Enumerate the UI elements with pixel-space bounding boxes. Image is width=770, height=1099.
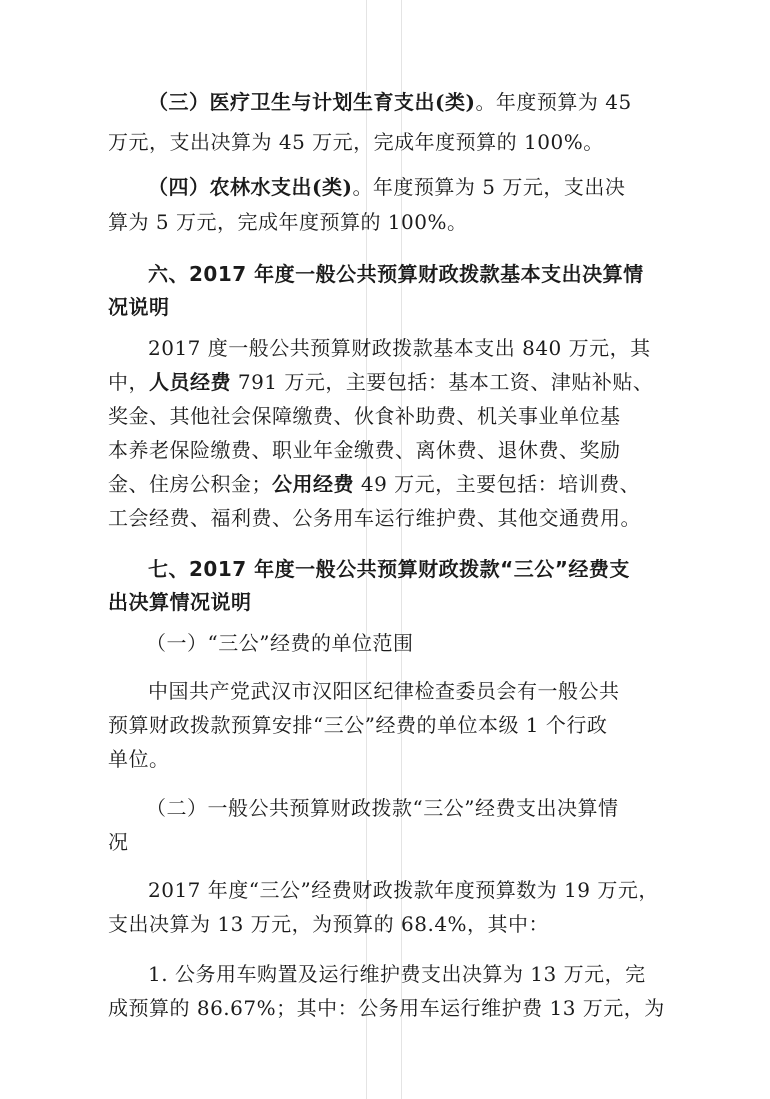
section-6-line-1: 2017 度一般公共预算财政拨款基本支出 840 万元，其: [148, 336, 651, 360]
section-7-2-title-line-2: 况: [108, 830, 129, 854]
section-6-line-2: [108, 369, 668, 395]
section-7-heading-line-2: 出决算情况说明: [108, 590, 252, 614]
section-7-1-line-2: 预算财政拨款预算安排“三公”经费的单位本级 1 个行政: [108, 713, 608, 737]
paragraph-4-text: 。年度预算为 5 万元，支出决: [352, 175, 626, 199]
section-7-3-line-2: 成预算的 86.67%；其中：公务用车运行维护费 13 万元，为: [108, 996, 665, 1020]
paragraph-3-line-1: [108, 89, 668, 115]
section-6-line-5: [108, 471, 668, 497]
section-6-line-6: 工会经费、福利费、公务用车运行维护费、其他交通费用。: [108, 506, 641, 530]
paragraph-4-line-1: [108, 174, 668, 200]
paragraph-3-label: （三）医疗卫生与计划生育支出(类): [148, 90, 476, 114]
section-6-line-4: 本养老保险缴费、职业年金缴费、离休费、退休费、奖励: [108, 438, 621, 462]
paragraph-3-line-2: 万元，支出决算为 45 万元，完成年度预算的 100%。: [108, 130, 604, 154]
paragraph-4-label: （四）农林水支出(类): [148, 175, 353, 199]
section-7-2-line-1: 2017 年度“三公”经费财政拨款年度预算数为 19 万元，: [148, 878, 659, 902]
section-7-1-line-3: 单位。: [108, 747, 170, 771]
section-6-line-2-prefix: 中，: [108, 370, 149, 394]
section-7-2-title-line-1: （二）一般公共预算财政拨款“三公”经费支出决算情: [146, 796, 619, 820]
section-6-line-2-text: 791 万元，主要包括：基本工资、津贴补贴、: [231, 370, 654, 394]
section-6-heading-line-1: 六、2017 年度一般公共预算财政拨款基本支出决算情: [148, 262, 644, 286]
section-6-line-5-prefix: 金、住房公积金；: [108, 472, 272, 496]
section-6-line-3: 奖金、其他社会保障缴费、伙食补助费、机关事业单位基: [108, 404, 621, 428]
section-7-1-title: （一）“三公”经费的单位范围: [146, 631, 414, 655]
personnel-expense-label: 人员经费: [149, 370, 231, 394]
paragraph-3-text: 。年度预算为 45: [475, 90, 632, 114]
section-7-3-line-1: 1. 公务用车购置及运行维护费支出决算为 13 万元，完: [148, 962, 646, 986]
section-7-2-line-2: 支出决算为 13 万元，为预算的 68.4%，其中：: [108, 912, 550, 936]
section-7-1-line-1: 中国共产党武汉市汉阳区纪律检查委员会有一般公共: [148, 679, 620, 703]
section-6-heading-line-2: 况说明: [108, 295, 170, 319]
section-6-line-5-text: 49 万元，主要包括：培训费、: [354, 472, 641, 496]
section-7-heading-line-1: 七、2017 年度一般公共预算财政拨款“三公”经费支: [148, 557, 630, 581]
public-expense-label: 公用经费: [272, 472, 354, 496]
paragraph-4-line-2: 算为 5 万元，完成年度预算的 100%。: [108, 210, 468, 234]
